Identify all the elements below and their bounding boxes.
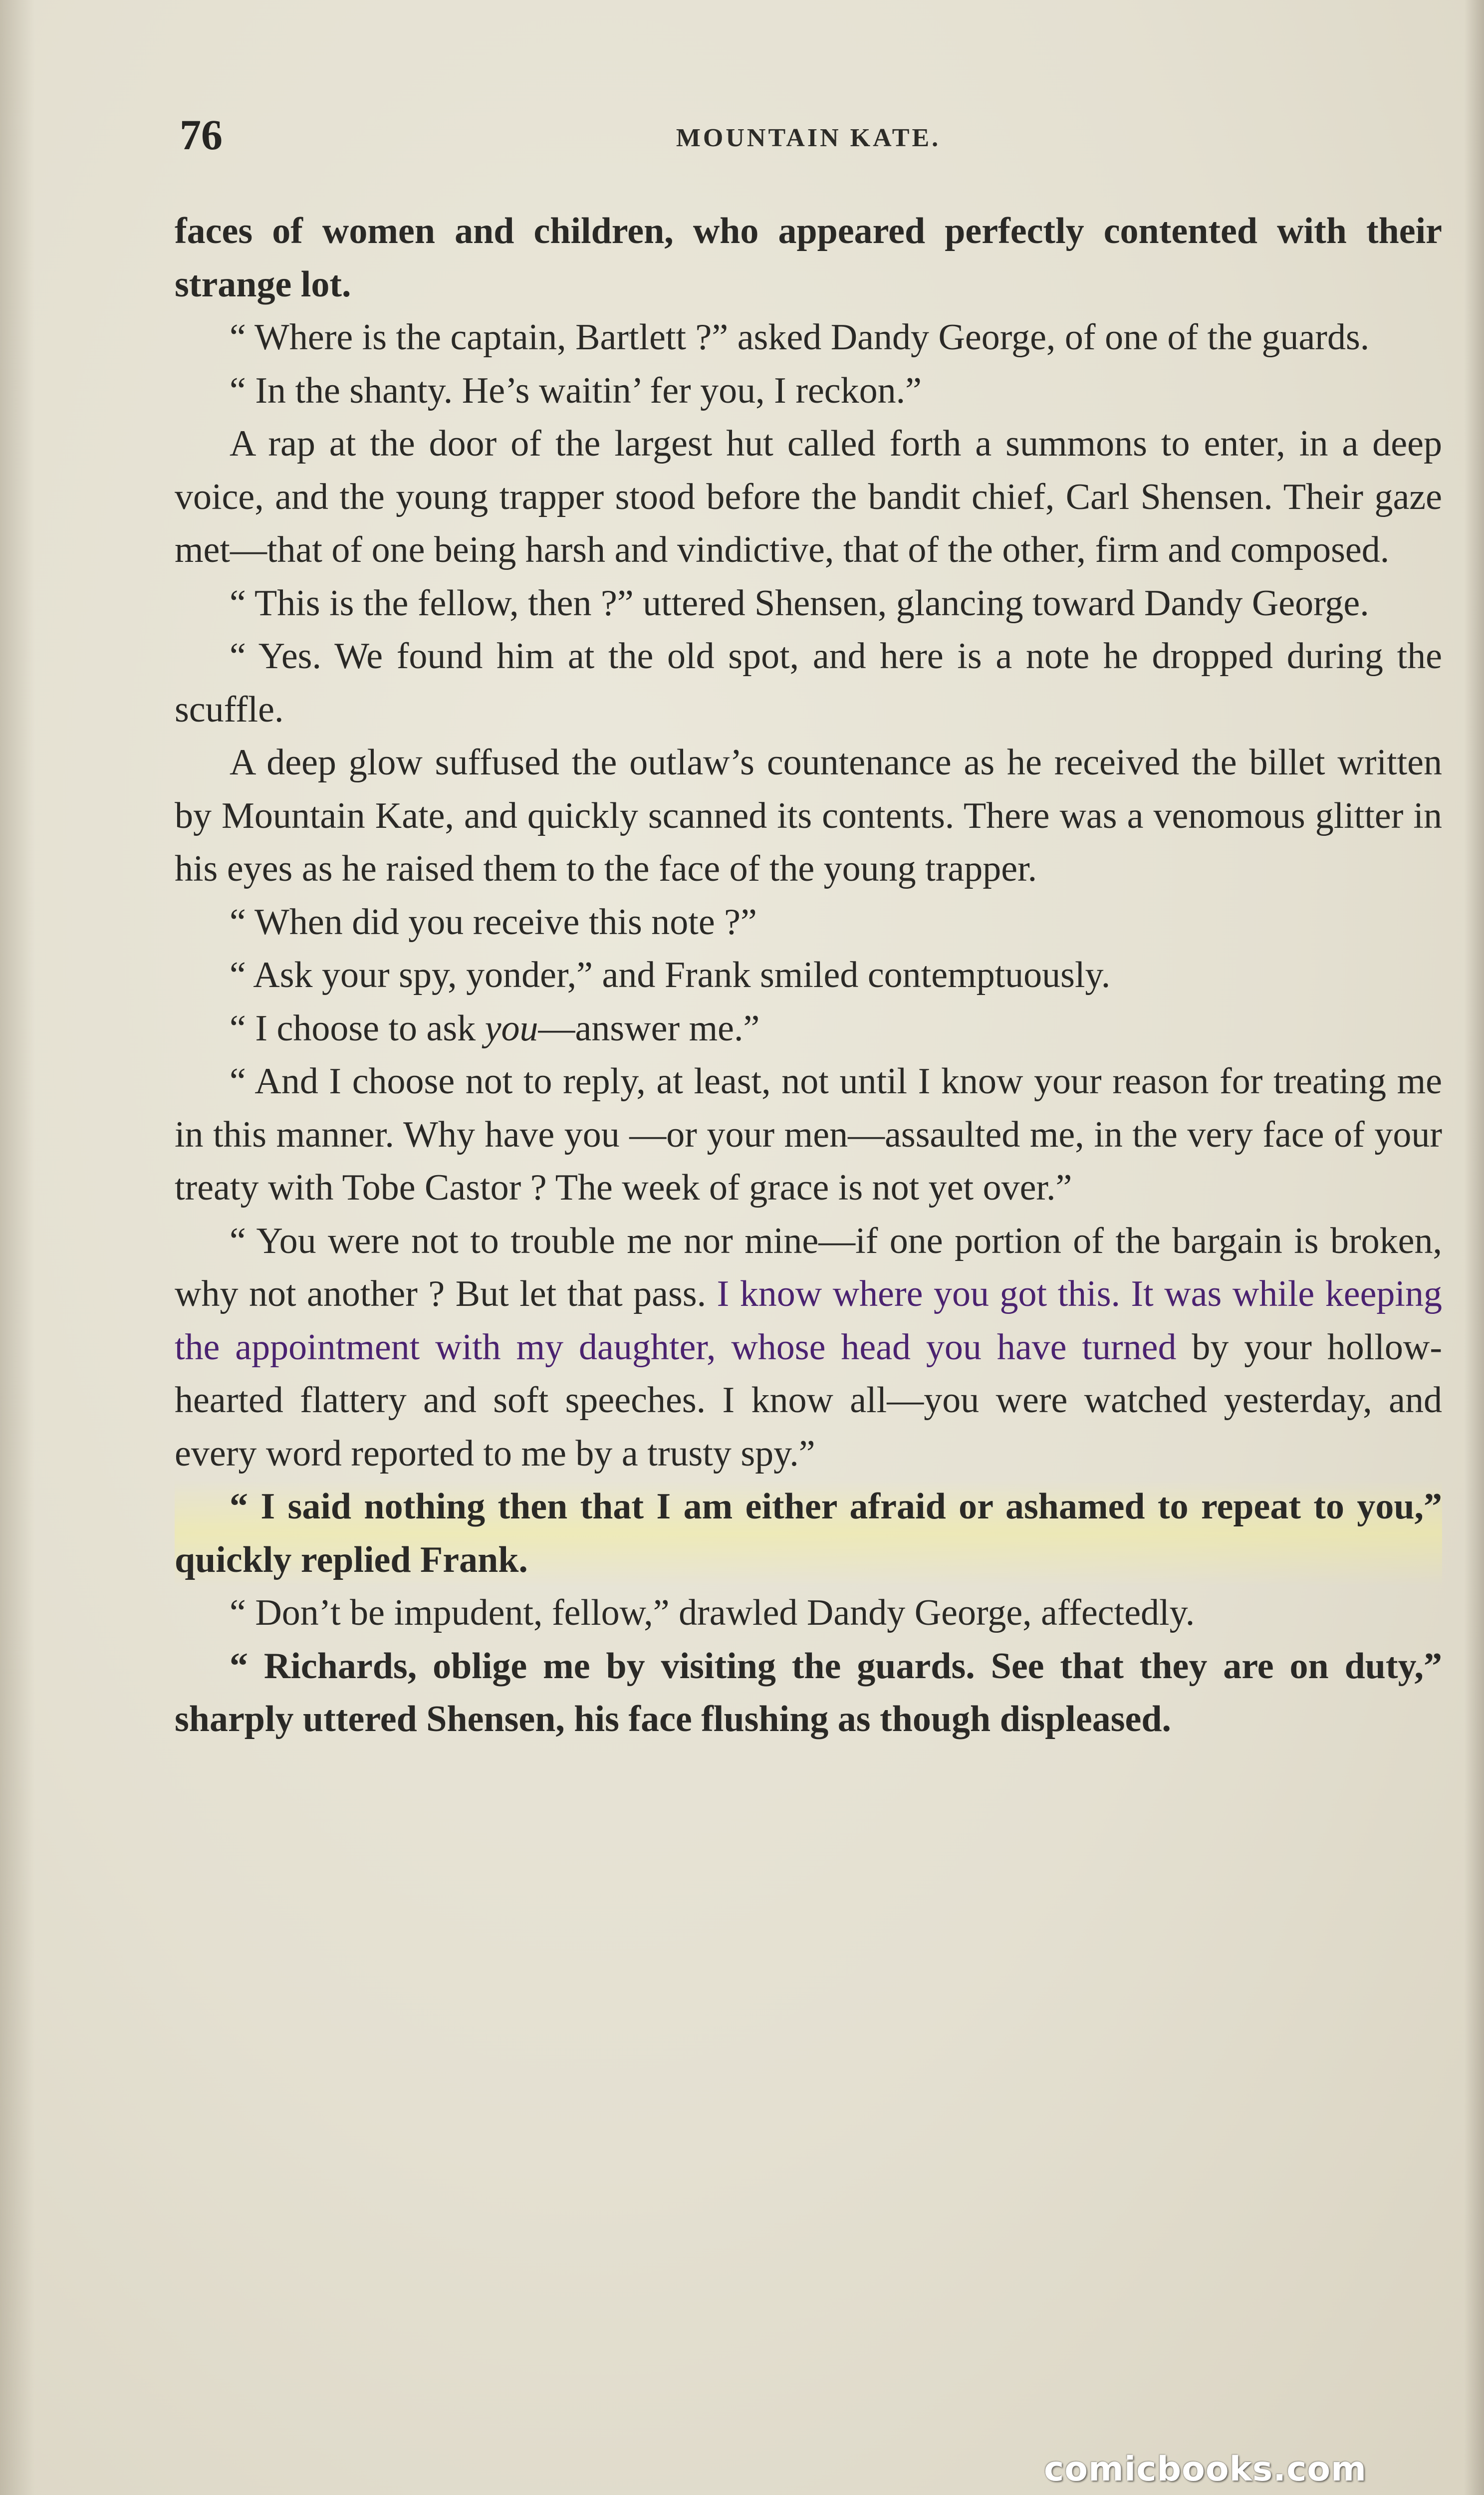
paragraph <box>175 1002 1442 1055</box>
paragraph: “ Don’t be impudent, fellow,” drawled Dandy George, affectedly. <box>230 1592 1195 1633</box>
running-title: MOUNTAIN KATE. <box>676 124 941 152</box>
paragraph: A deep glow suffused the outlaw’s countenance as he received the billet written by Mountain Kate, and quickly scanned its contents. There was a venomous glitter in his eyes as he raised them to the face of the young trapper. <box>175 742 1442 889</box>
paragraph: “ And I choose not to reply, at least, not until I know your reason for treating me in this manner. Why have you —or your men—assaulted me, in the very face of your treaty with Tobe Castor ? The week of grace is not yet over.” <box>175 1061 1442 1208</box>
paragraph: “ Yes. We found him at the old spot, and here is a note he dropped during the scuffle. <box>175 636 1442 730</box>
paragraph: “ I said nothing then that I am either afraid or ashamed to repeat to you,” quickly replied Frank. <box>175 1480 1442 1586</box>
spine-shadow <box>0 0 35 2495</box>
paragraph: “ This is the fellow, then ?” uttered Shensen, glancing toward Dandy George. <box>230 582 1369 624</box>
page-edge-shadow <box>1464 0 1484 2495</box>
paragraph: “ When did you receive this note ?” <box>230 901 757 943</box>
paragraph <box>175 1215 1442 1481</box>
paragraph-text: “ I choose to ask <box>230 1007 485 1049</box>
page-header <box>180 107 1437 167</box>
paragraph: “ Where is the captain, Bartlett ?” asked Dandy George, of one of the guards. <box>230 317 1370 358</box>
paragraph-text: —answer me.” <box>538 1007 760 1049</box>
paragraph: “ In the shanty. He’s waitin’ fer you, I reckon.” <box>230 370 922 411</box>
body-text <box>175 205 1442 1746</box>
watermark: comicbooks.com <box>1043 2450 1367 2489</box>
page-number: 76 <box>180 111 223 159</box>
paragraph: “ Ask your spy, yonder,” and Frank smiled contemptuously. <box>230 955 1111 996</box>
italic-emphasis: you <box>485 1007 538 1049</box>
paragraph: “ Richards, oblige me by visiting the guards. See that they are on duty,” sharply uttered Shensen, his face flushing as though displeased. <box>175 1645 1442 1740</box>
tinted-text: I know where you got this. It was while keeping the appointment with my daughter, whose head you have turned <box>175 1273 1442 1368</box>
paragraph: faces of women and children, who appeared perfectly contented with their strange lot. <box>175 211 1442 305</box>
paragraph-text: “ You were not to trouble me nor mine—if one portion of the bargain is broken, why not another ? But let that pass. <box>175 1220 1442 1314</box>
paragraph: A rap at the door of the largest hut called forth a summons to enter, in a deep voice, and the young trapper stood before the bandit chief, Carl Shensen. Their gaze met—that of one being harsh and vindictive, that of the other, firm and composed. <box>175 423 1442 570</box>
paragraph-text: by your hollow-hearted flattery and soft speeches. I know all—you were watched yesterday, and every word reported to me by a trusty spy.” <box>175 1326 1442 1474</box>
